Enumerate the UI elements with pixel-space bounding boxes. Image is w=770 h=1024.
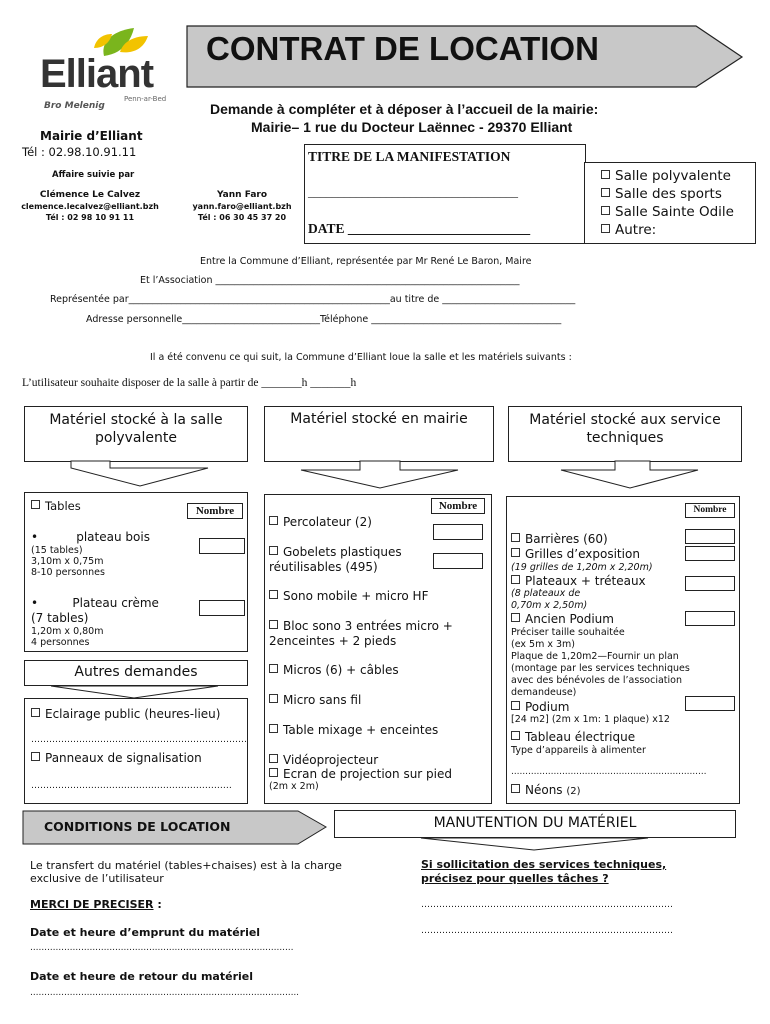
checkbox-icon[interactable] — [31, 708, 40, 717]
sono-option[interactable]: Sono mobile + micro HF — [269, 589, 428, 603]
micros-option[interactable]: Micros (6) + câbles — [269, 663, 399, 677]
table-mixage-option[interactable]: Table mixage + enceintes — [269, 723, 438, 737]
plateau-bois-option: • plateau bois — [31, 530, 150, 544]
retour-dots[interactable]: ………………………………………………………………………………….. — [30, 988, 299, 998]
plateaux-count[interactable] — [685, 576, 735, 591]
plateau-creme-count[interactable] — [199, 600, 245, 616]
ancien-podium-option[interactable]: Ancien Podium — [511, 612, 614, 626]
checkbox-icon[interactable] — [511, 613, 520, 622]
tableau-details: Type d’appareils à alimenter — [511, 745, 646, 756]
contact-1 — [10, 190, 170, 223]
down-arrow-icon — [560, 460, 700, 490]
manutention-header: MANUTENTION DU MATÉRIEL — [334, 810, 736, 838]
podium-details: [24 m2] (2m x 1m: 1 plaque) x12 — [511, 714, 670, 725]
plateaux-details: (8 plateaux de 0,70m x 2,50m) — [511, 588, 588, 611]
down-arrow-icon — [70, 460, 210, 488]
affaire-label: Affaire suivie par — [52, 170, 135, 180]
emprunt-label: Date et heure d’emprunt du matériel — [30, 926, 261, 939]
contact-1-email: clemence.lecalvez@elliant.bzh — [21, 202, 159, 211]
manutention-dots-1[interactable]: ………………………………………………………………………… — [421, 900, 673, 910]
contact-1-tel: Tél : 02 98 10 91 11 — [45, 213, 135, 222]
checkbox-icon[interactable] — [269, 724, 278, 733]
mairie-tel: Tél : 02.98.10.91.11 — [22, 145, 137, 159]
panneaux-option[interactable]: Panneaux de signalisation — [31, 751, 202, 765]
contact-1-name: Clémence Le Calvez — [39, 190, 141, 200]
checkbox-icon[interactable] — [511, 533, 520, 542]
contact-2 — [180, 190, 304, 223]
contact-2-name: Yann Faro — [216, 190, 268, 200]
podium-count[interactable] — [685, 696, 735, 711]
checkbox-icon[interactable] — [511, 548, 520, 557]
tableau-option[interactable]: Tableau électrique — [511, 730, 635, 744]
checkbox-icon[interactable] — [269, 768, 278, 777]
ancien-podium-details: Préciser taille souhaitée (ex 5m x 3m) Plaque de 1,20m2—Fournir un plan (montage par les services techniques avec des bénévoles de l’association demandeuse) — [511, 627, 690, 698]
checkbox-icon[interactable] — [511, 784, 520, 793]
body-line-commune: Entre la Commune d’Elliant, représentée par Mr René Le Baron, Maire — [200, 256, 532, 267]
checkbox-icon[interactable] — [511, 731, 520, 740]
logo — [38, 26, 168, 116]
checkbox-icon[interactable] — [601, 206, 610, 215]
salle-option-autre[interactable]: Autre: — [601, 222, 656, 238]
checkbox-icon[interactable] — [269, 664, 278, 673]
plateau-creme-option: • Plateau crème — [31, 596, 159, 610]
checkbox-icon[interactable] — [601, 224, 610, 233]
podium-option[interactable]: Podium — [511, 700, 569, 714]
body-line-association[interactable]: Et l’Association ________________________________________________________________ — [140, 275, 520, 286]
videoprojecteur-option[interactable]: Vidéoprojecteur — [269, 753, 378, 767]
percolateur-count[interactable] — [433, 524, 483, 540]
salle-box — [584, 162, 756, 244]
body-line-horaire[interactable]: L’utilisateur souhaite disposer de la salle à partir de _______h _______h — [22, 377, 357, 389]
barrieres-option[interactable]: Barrières (60) — [511, 532, 608, 546]
checkbox-icon[interactable] — [511, 701, 520, 710]
logo-bro: Bro Melenig — [44, 101, 105, 111]
conditions-text-1: Le transfert du matériel (tables+chaises) est à la charge — [30, 859, 342, 872]
autres-box — [24, 698, 248, 804]
checkbox-icon[interactable] — [601, 188, 610, 197]
plateau-creme-details: 1,20m x 0,80m 4 personnes — [31, 626, 104, 648]
emprunt-dots[interactable]: ………………………………………………………………………………… — [30, 943, 294, 953]
contact-2-tel: Tél : 06 30 45 37 20 — [197, 213, 287, 222]
ecran-option[interactable]: Ecran de projection sur pied — [269, 767, 452, 781]
mairie-name: Mairie d’Elliant — [40, 129, 143, 143]
grilles-details: (19 grilles de 1,20m x 2,20m) — [511, 562, 653, 573]
grilles-option[interactable]: Grilles d’exposition — [511, 547, 640, 561]
salle-option-polyvalente[interactable]: Salle polyvalente — [601, 168, 731, 184]
eclairage-option[interactable]: Eclairage public (heures-lieu) — [31, 707, 220, 721]
plateau-bois-details: (15 tables) 3,10m x 0,75m 8-10 personnes — [31, 545, 105, 578]
tables-option[interactable]: Tables — [31, 499, 81, 513]
gobelets-option[interactable]: Gobelets plastiques réutilisables (495) — [269, 545, 402, 574]
checkbox-icon[interactable] — [269, 590, 278, 599]
contact-2-email: yann.faro@elliant.bzh — [192, 202, 292, 211]
body-line-convenu: Il a été convenu ce qui suit, la Commune d’Elliant loue la salle et les matériels suivants : — [150, 352, 572, 363]
plateaux-option[interactable]: Plateaux + tréteaux — [511, 574, 646, 588]
retour-label: Date et heure de retour du matériel — [30, 970, 254, 983]
checkbox-icon[interactable] — [269, 516, 278, 525]
salle-option-sports[interactable]: Salle des sports — [601, 186, 722, 202]
subtitle-1: Demande à compléter et à déposer à l’accueil de la mairie: — [210, 101, 599, 117]
gobelets-count[interactable] — [433, 553, 483, 569]
manutention-question-2: précisez pour quelles tâches ? — [421, 872, 609, 885]
manutention-question-1: Si sollicitation des services techniques, — [421, 858, 667, 871]
tableau-dots[interactable]: …………………………………………………………… — [511, 767, 707, 777]
nombre-label: Nombre — [431, 498, 485, 514]
ecran-size: (2m x 2m) — [269, 781, 319, 792]
manifestation-box — [304, 144, 586, 244]
nombre-label: Nombre — [685, 503, 735, 518]
col2-box — [264, 494, 492, 804]
body-line-adresse[interactable]: Adresse personnelle_____________________________Téléphone ________________________________________ — [86, 314, 562, 325]
manif-date-line[interactable]: DATE ___________________________ — [308, 221, 531, 236]
down-arrow-icon — [420, 836, 650, 852]
body-line-representee[interactable]: Représentée par_______________________________________________________au titre de ____________________________ — [50, 294, 576, 305]
logo-name: Elliant — [40, 52, 154, 96]
bloc-sono-option[interactable]: Bloc sono 3 entrées micro + 2enceintes + 2 pieds — [269, 619, 453, 648]
grilles-count[interactable] — [685, 546, 735, 561]
nombre-label: Nombre — [187, 503, 243, 519]
merci-preciser: MERCI DE PRECISER : — [30, 898, 162, 911]
autres-header: Autres demandes — [24, 660, 248, 686]
percolateur-option[interactable]: Percolateur (2) — [269, 515, 372, 529]
barrieres-count[interactable] — [685, 529, 735, 544]
manif-title-label: TITRE DE LA MANIFESTATION — [308, 149, 511, 164]
col3-box — [506, 496, 740, 804]
col3-header: Matériel stocké aux service techniques — [508, 406, 742, 462]
checkbox-icon[interactable] — [31, 752, 40, 761]
logo-sub: Penn-ar-Bed — [124, 95, 167, 103]
contract-title: CONTRAT DE LOCATION — [206, 30, 599, 67]
salle-option-sainte-odile[interactable]: Salle Sainte Odile — [601, 204, 734, 220]
manutention-dots-2[interactable]: ………………………………………………………………………… — [421, 926, 673, 936]
neons-option[interactable]: Néons (2) — [511, 783, 581, 797]
checkbox-icon[interactable] — [601, 170, 610, 179]
panneaux-dots[interactable]: ……………….………………………………………… — [31, 781, 232, 791]
conditions-header: CONDITIONS DE LOCATION — [44, 819, 231, 834]
checkbox-icon[interactable] — [31, 500, 40, 509]
col1-box — [24, 492, 248, 652]
checkbox-icon[interactable] — [269, 546, 278, 555]
eclairage-dots[interactable]: ……………………………………………………………… — [31, 735, 247, 745]
subtitle-2: Mairie– 1 rue du Docteur Laënnec - 29370 Elliant — [251, 119, 573, 135]
plateau-bois-count[interactable] — [199, 538, 245, 554]
col2-header: Matériel stocké en mairie — [264, 406, 494, 462]
down-arrow-icon — [300, 460, 460, 490]
checkbox-icon[interactable] — [269, 694, 278, 703]
manif-title-line[interactable]: ___________________________________ — [308, 185, 518, 199]
checkbox-icon[interactable] — [511, 575, 520, 584]
plateau-creme-tables: (7 tables) — [31, 611, 89, 625]
checkbox-icon[interactable] — [269, 620, 278, 629]
checkbox-icon[interactable] — [269, 754, 278, 763]
col1-header: Matériel stocké à la salle polyvalente — [24, 406, 248, 462]
conditions-text-2: exclusive de l’utilisateur — [30, 872, 164, 885]
micro-sans-fil-option[interactable]: Micro sans fil — [269, 693, 361, 707]
ancien-podium-count[interactable] — [685, 611, 735, 626]
